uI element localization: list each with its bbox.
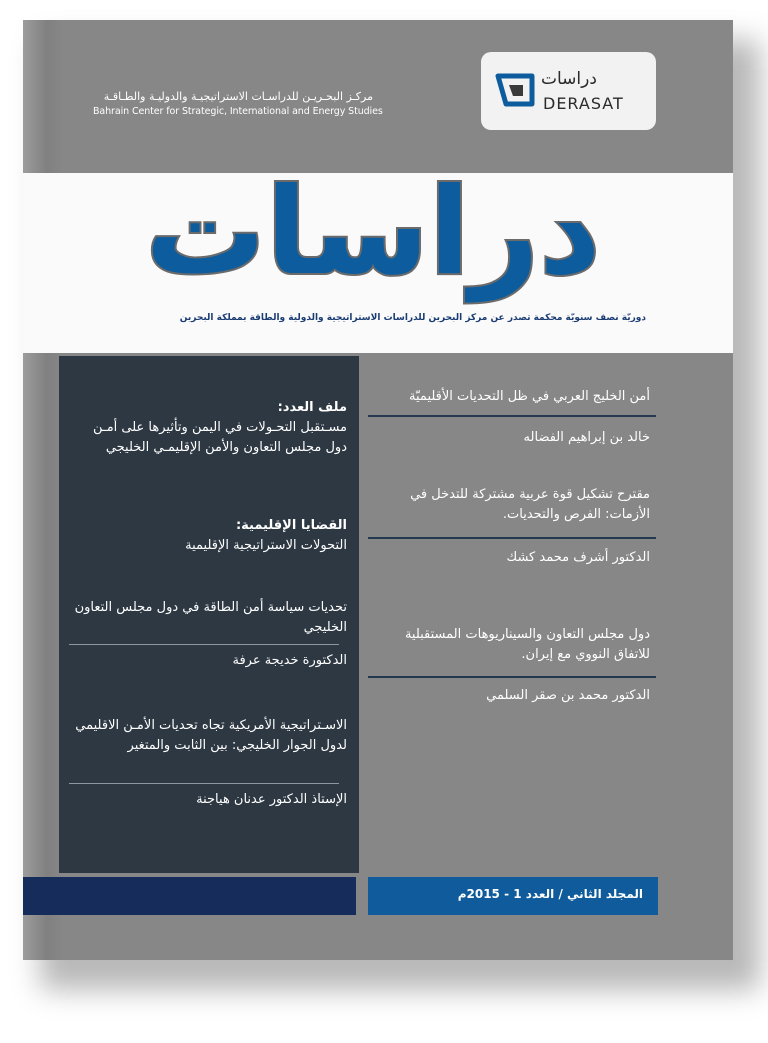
panel-divider: [69, 644, 339, 645]
panel-article-1-title: تحديات سياسة أمن الطاقة في دول مجلس التعاون الخليجي: [74, 600, 347, 635]
article-author: الدكتور أشرف محمد كشك: [506, 550, 650, 565]
regional-body: التحولات الاستراتيجية الإقليمية: [185, 538, 347, 553]
footer-bar-right: [368, 877, 658, 915]
article-divider: [368, 537, 656, 539]
issue-file-heading: ملف العدد:: [277, 400, 347, 415]
panel-article-1: [69, 598, 347, 638]
footer-bar-left: [23, 877, 356, 915]
masthead-subtitle: دوريّة نصف سنويّة محكمة تصدر عن مركز البحرين للدراسات الاستراتيجية والدولية والطاقة بمملكة البحرين: [179, 313, 646, 323]
article-title: أمن الخليج العربي في ظل التحديات الأقليميّة: [409, 389, 650, 404]
issue-file-body: مسـتقبل التحـولات في اليمن وتأثيرها على أمـن دول مجلس التعاون والأمن الإقليمـي الخليجي: [92, 420, 347, 455]
masthead-title: دراسات: [145, 163, 601, 302]
article-author: الدكتور محمد بن صقر السلمي: [486, 688, 650, 703]
article-title: دول مجلس التعاون والسيناريوهات المستقبلية للاتفاق النووي مع إيران.: [404, 627, 650, 662]
panel-divider: [69, 783, 339, 784]
panel-article-2-author: الإستاذ الدكتور عدنان هياجنة: [196, 792, 347, 807]
spine-shade: [23, 20, 63, 960]
article-divider: [368, 415, 656, 417]
publisher-block: [93, 90, 383, 117]
logo-text-en: DERASAT: [543, 94, 624, 113]
panel-article-2-author-row: [69, 790, 347, 810]
article-author: خالد بن إبراهيم الفضاله: [523, 430, 650, 445]
derasat-logo-icon: [495, 72, 535, 108]
regional-heading: القضايا الإقليمية:: [235, 518, 347, 533]
panel-article-2: [69, 716, 347, 756]
issue-file-block: [69, 398, 347, 458]
magazine-cover: [23, 20, 733, 960]
publisher-name-en: Bahrain Center for Strategic, International and Energy Studies: [93, 106, 383, 117]
regional-block: [69, 516, 347, 556]
publisher-name-ar: مركـز البحـريـن للدراسـات الاستراتيجيـة والدوليـة والطـاقـة: [103, 90, 373, 103]
panel-article-1-author-row: [69, 651, 347, 671]
article-title: مقترح تشكيل قوة عربية مشتركة للتدخل في الأزمات: الفرص والتحديات.: [410, 487, 650, 522]
panel-article-1-author: الدكتورة خديجة عرفة: [232, 653, 347, 668]
contents-panel: [59, 356, 359, 873]
issue-number: المجلد الثاني / العدد 1 - 2015م: [457, 887, 643, 901]
derasat-logo: [481, 52, 656, 130]
logo-text-ar: دراسات: [541, 69, 597, 89]
panel-article-2-title: الاسـتراتيجية الأمريكية تجاه تحديات الأمـن الاقليمي لدول الجوار الخليجي: بين الثابت والمتغير: [75, 718, 347, 753]
article-divider: [368, 676, 656, 678]
